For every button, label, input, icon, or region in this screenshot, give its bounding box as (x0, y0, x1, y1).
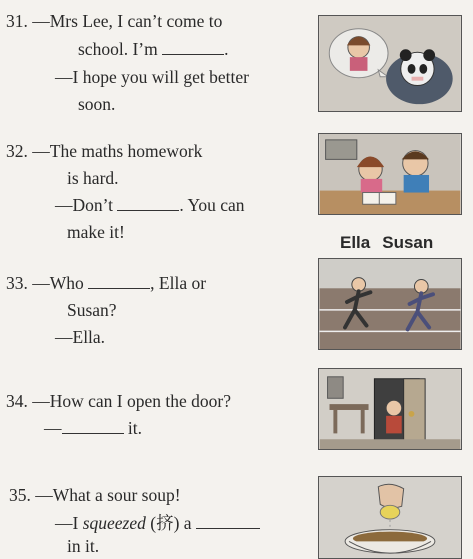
q33-picture (318, 258, 462, 350)
q35-line3: in it. (67, 536, 100, 556)
answer-blank[interactable] (62, 419, 124, 434)
label-ella: Ella (340, 233, 371, 252)
q32-line3: —Don’t . You can (55, 195, 245, 215)
q35-line1: 35. —What a sour soup! (9, 485, 181, 505)
q34-line2: — it. (44, 418, 142, 438)
q34-line1: 34. —How can I open the door? (6, 391, 232, 411)
q33-line2: Susan? (67, 300, 117, 320)
q32-picture (318, 133, 462, 215)
q31-line1: 31. —Mrs Lee, I can’t come to (6, 11, 223, 31)
q33-line1: 33. —Who , Ella or (6, 273, 207, 293)
answer-blank[interactable] (117, 196, 179, 211)
answer-blank[interactable] (162, 40, 224, 55)
q31-line4: soon. (78, 94, 116, 114)
q35-line2: —I squeezed (挤) a (55, 513, 260, 533)
q32-line2: is hard. (67, 168, 119, 188)
q31-picture (318, 15, 462, 112)
answer-blank[interactable] (88, 274, 150, 289)
answer-blank[interactable] (196, 514, 260, 529)
q31-line2: school. I’m . (78, 39, 229, 59)
label-susan: Susan (382, 233, 434, 252)
q32-line1: 32. —The maths homework (6, 141, 203, 161)
q31-line3: —I hope you will get better (55, 67, 249, 87)
q34-picture (318, 368, 462, 450)
q32-line4: make it! (67, 222, 125, 242)
q33-picture-labels (340, 233, 445, 253)
q33-line3: —Ella. (55, 327, 106, 347)
q35-picture (318, 476, 462, 559)
